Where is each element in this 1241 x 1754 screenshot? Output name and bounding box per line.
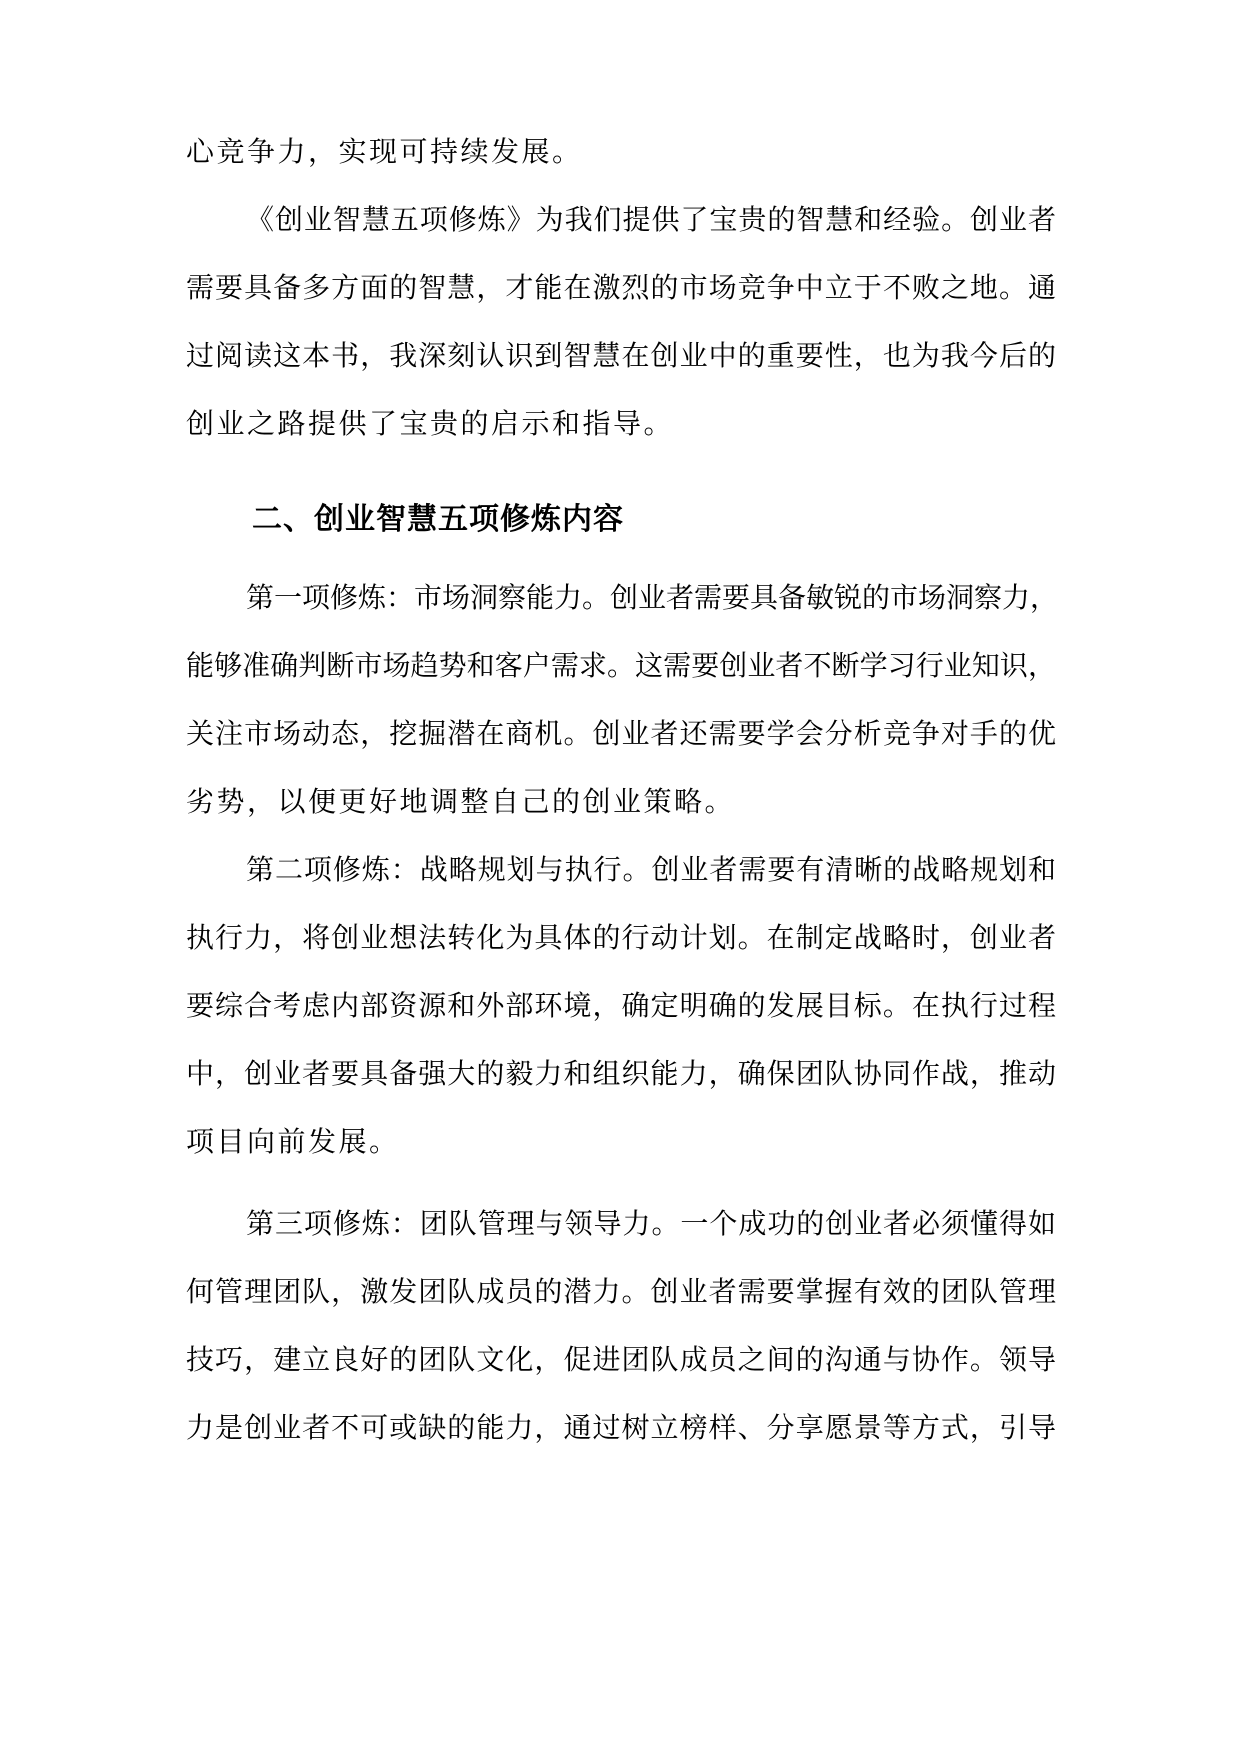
body-text-line: 心竞争力，实现可持续发展。 [186,135,583,168]
body-text-line: 关注市场动态，挖掘潜在商机。创业者还需要学会分析竞争对手的优 [186,717,1056,750]
body-text-line: 劣势，以便更好地调整自己的创业策略。 [186,785,736,818]
body-text-line: 力是创业者不可或缺的能力，通过树立榜样、分享愿景等方式，引导 [186,1411,1056,1444]
paragraph-first-line: 第二项修炼：战略规划与执行。创业者需要有清晰的战略规划和 [246,853,1056,886]
body-text-line: 项目向前发展。 [186,1125,400,1158]
paragraph-first-line: 第三项修炼：团队管理与领导力。一个成功的创业者必须懂得如 [246,1207,1056,1240]
body-text-line: 要综合考虑内部资源和外部环境，确定明确的发展目标。在执行过程 [186,989,1056,1022]
section-heading: 二、创业智慧五项修炼内容 [252,502,624,537]
paragraph-first-line: 第一项修炼：市场洞察能力。创业者需要具备敏锐的市场洞察力， [246,581,1059,614]
body-text-line: 中，创业者要具备强大的毅力和组织能力，确保团队协同作战，推动 [186,1057,1056,1090]
paragraph-first-line: 《创业智慧五项修炼》为我们提供了宝贵的智慧和经验。创业者 [246,203,1056,236]
body-text-line: 能够准确判断市场趋势和客户需求。这需要创业者不断学习行业知识， [186,649,1056,682]
body-text-line: 技巧，建立良好的团队文化，促进团队成员之间的沟通与协作。领导 [186,1343,1056,1376]
body-text-line: 需要具备多方面的智慧，才能在激烈的市场竞争中立于不败之地。通 [186,271,1056,304]
body-text-line: 过阅读这本书，我深刻认识到智慧在创业中的重要性，也为我今后的 [186,339,1056,372]
body-text-line: 执行力，将创业想法转化为具体的行动计划。在制定战略时，创业者 [186,921,1056,954]
body-text-line: 创业之路提供了宝贵的启示和指导。 [186,407,675,440]
body-text-line: 何管理团队，激发团队成员的潜力。创业者需要掌握有效的团队管理 [186,1275,1056,1308]
